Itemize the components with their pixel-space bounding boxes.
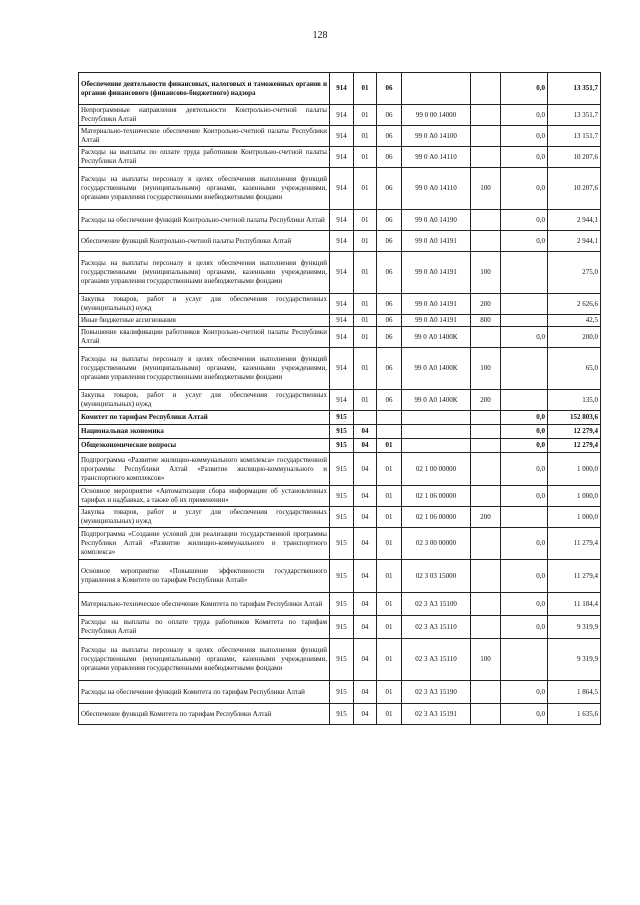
cell-expense-type <box>471 453 501 486</box>
cell-amount-2: 1 000,0 <box>548 453 601 486</box>
cell-amount-2: 65,0 <box>548 348 601 390</box>
cell-subsection-code: 01 <box>377 639 402 681</box>
cell-target-article: 02 1 00 00000 <box>402 453 471 486</box>
cell-ved-code: 914 <box>330 327 354 348</box>
cell-name: Закупка товаров, работ и услуг для обеспечения государственных (муниципальных) нужд <box>79 507 330 528</box>
cell-ved-code: 914 <box>330 147 354 168</box>
cell-name: Основное мероприятие «Повышение эффективности государственного управления в Комитете по тарифам Республики Алтай» <box>79 560 330 593</box>
cell-amount-2: 11 184,4 <box>548 593 601 616</box>
cell-ved-code: 914 <box>330 126 354 147</box>
cell-subsection-code: 06 <box>377 210 402 231</box>
cell-section-code: 04 <box>354 639 377 681</box>
cell-section-code: 01 <box>354 390 377 411</box>
cell-amount-2: 2 944,1 <box>548 210 601 231</box>
page-number: 128 <box>312 30 328 41</box>
cell-name: Подпрограмма «Развитие жилищно-коммунального комплекса» государственной программы Республики Алтай «Развитие жилищно-коммунального и транспортного комплексов» <box>79 453 330 486</box>
cell-name: Материально-техническое обеспечение Контрольно-счетной палаты Республики Алтай <box>79 126 330 147</box>
cell-ved-code: 915 <box>330 704 354 725</box>
cell-amount-2: 13 351,7 <box>548 105 601 126</box>
cell-subsection-code: 06 <box>377 327 402 348</box>
cell-ved-code: 914 <box>330 210 354 231</box>
cell-ved-code: 915 <box>330 639 354 681</box>
cell-name: Обеспечение деятельности финансовых, налоговых и таможенных органов и органов финансового (финансово-бюджетного) надзора <box>79 73 330 105</box>
table-row <box>79 593 601 616</box>
cell-subsection-code: 06 <box>377 315 402 327</box>
cell-target-article: 02 3 А3 15110 <box>402 616 471 639</box>
cell-ved-code: 914 <box>330 231 354 252</box>
cell-subsection-code: 01 <box>377 704 402 725</box>
cell-expense-type <box>471 210 501 231</box>
cell-ved-code: 915 <box>330 593 354 616</box>
cell-expense-type: 800 <box>471 315 501 327</box>
cell-target-article: 99 0 А0 1400К <box>402 348 471 390</box>
cell-amount-2: 9 319,9 <box>548 639 601 681</box>
cell-amount-1: 0,0 <box>501 105 548 126</box>
cell-target-article: 99 0 00 14000 <box>402 105 471 126</box>
cell-amount-1 <box>501 390 548 411</box>
cell-expense-type <box>471 528 501 560</box>
cell-section-code: 04 <box>354 616 377 639</box>
cell-amount-1: 0,0 <box>501 439 548 453</box>
table-row <box>79 639 601 681</box>
table-row <box>79 348 601 390</box>
cell-amount-1 <box>501 348 548 390</box>
cell-amount-1: 0,0 <box>501 425 548 439</box>
cell-name: Закупка товаров, работ и услуг для обеспечения государственных (муниципальных) нужд <box>79 294 330 315</box>
cell-target-article: 02 3 А3 15110 <box>402 639 471 681</box>
cell-target-article: 99 0 А0 14100 <box>402 126 471 147</box>
cell-subsection-code: 06 <box>377 348 402 390</box>
cell-subsection-code: 06 <box>377 231 402 252</box>
cell-amount-1: 0,0 <box>501 168 548 210</box>
cell-subsection-code: 01 <box>377 439 402 453</box>
cell-name: Комитет по тарифам Республики Алтай <box>79 411 330 425</box>
cell-expense-type: 100 <box>471 348 501 390</box>
cell-subsection-code: 01 <box>377 528 402 560</box>
table-row <box>79 681 601 704</box>
cell-ved-code: 915 <box>330 681 354 704</box>
cell-amount-2: 1 864,5 <box>548 681 601 704</box>
cell-expense-type <box>471 147 501 168</box>
cell-ved-code: 915 <box>330 528 354 560</box>
cell-ved-code: 914 <box>330 294 354 315</box>
cell-section-code: 04 <box>354 528 377 560</box>
cell-name: Национальная экономика <box>79 425 330 439</box>
cell-amount-1: 0,0 <box>501 593 548 616</box>
cell-expense-type <box>471 105 501 126</box>
table-row <box>79 528 601 560</box>
cell-name: Основное мероприятие «Автоматизация сбора информации об установленных тарифах и надбавках, а также об их применении» <box>79 486 330 507</box>
cell-amount-1: 0,0 <box>501 231 548 252</box>
cell-name: Закупка товаров, работ и услуг для обеспечения государственных (муниципальных) нужд <box>79 390 330 411</box>
cell-ved-code: 915 <box>330 439 354 453</box>
cell-expense-type: 100 <box>471 639 501 681</box>
cell-target-article: 02 3 00 00000 <box>402 528 471 560</box>
cell-ved-code: 915 <box>330 507 354 528</box>
cell-section-code <box>354 411 377 425</box>
cell-amount-2: 11 279,4 <box>548 560 601 593</box>
cell-expense-type: 100 <box>471 168 501 210</box>
table-row <box>79 252 601 294</box>
table-row <box>79 210 601 231</box>
table-row <box>79 105 601 126</box>
cell-subsection-code: 01 <box>377 486 402 507</box>
cell-expense-type: 200 <box>471 507 501 528</box>
cell-ved-code: 914 <box>330 315 354 327</box>
cell-section-code: 01 <box>354 105 377 126</box>
cell-amount-2: 12 279,4 <box>548 439 601 453</box>
cell-subsection-code: 06 <box>377 105 402 126</box>
table-row <box>79 425 601 439</box>
cell-target-article <box>402 425 471 439</box>
cell-amount-1: 0,0 <box>501 704 548 725</box>
table-row <box>79 327 601 348</box>
cell-subsection-code: 06 <box>377 390 402 411</box>
cell-section-code: 01 <box>354 210 377 231</box>
cell-subsection-code: 01 <box>377 593 402 616</box>
cell-amount-1: 0,0 <box>501 486 548 507</box>
cell-ved-code: 915 <box>330 411 354 425</box>
cell-amount-1: 0,0 <box>501 616 548 639</box>
cell-target-article: 99 0 А0 14110 <box>402 168 471 210</box>
cell-target-article: 99 0 А0 14191 <box>402 315 471 327</box>
cell-name: Расходы на обеспечение функций Комитета по тарифам Республики Алтай <box>79 681 330 704</box>
cell-name: Расходы на выплаты персоналу в целях обеспечения выполнения функций государственными (муниципальными) органами, казенными учреждениями, органами управления государственными внебюджетными фондами <box>79 252 330 294</box>
table-row <box>79 168 601 210</box>
cell-ved-code: 915 <box>330 616 354 639</box>
cell-amount-1: 0,0 <box>501 681 548 704</box>
budget-table <box>78 72 601 725</box>
cell-amount-1 <box>501 252 548 294</box>
cell-expense-type <box>471 486 501 507</box>
cell-amount-1: 0,0 <box>501 411 548 425</box>
cell-amount-1 <box>501 294 548 315</box>
cell-expense-type <box>471 231 501 252</box>
cell-amount-2: 152 803,6 <box>548 411 601 425</box>
cell-target-article: 99 0 А0 1400К <box>402 390 471 411</box>
cell-section-code: 01 <box>354 252 377 294</box>
cell-name: Общеэкономические вопросы <box>79 439 330 453</box>
cell-name: Расходы на обеспечение функций Контрольно-счетной палаты Республики Алтай <box>79 210 330 231</box>
table-row <box>79 704 601 725</box>
cell-amount-2: 275,0 <box>548 252 601 294</box>
table-row <box>79 390 601 411</box>
cell-amount-1 <box>501 315 548 327</box>
cell-amount-1: 0,0 <box>501 453 548 486</box>
cell-target-article: 02 1 06 00000 <box>402 486 471 507</box>
cell-amount-2: 42,5 <box>548 315 601 327</box>
cell-expense-type <box>471 439 501 453</box>
cell-expense-type <box>471 704 501 725</box>
cell-subsection-code <box>377 425 402 439</box>
cell-name: Расходы на выплаты персоналу в целях обеспечения выполнения функций государственными (муниципальными) органами, казенными учреждениями, органами управления государственными внебюджетными фондами <box>79 639 330 681</box>
cell-amount-2: 13 351,7 <box>548 73 601 105</box>
table-row <box>79 560 601 593</box>
cell-name: Обеспечение функций Комитета по тарифам Республики Алтай <box>79 704 330 725</box>
cell-name: Подпрограмма «Создание условий для реализации государственной программы Республики Алтай «Развитие жилищно-коммунального и транспортного комплекса» <box>79 528 330 560</box>
cell-amount-2: 9 319,9 <box>548 616 601 639</box>
cell-expense-type: 200 <box>471 390 501 411</box>
cell-subsection-code: 06 <box>377 126 402 147</box>
cell-name: Расходы на выплаты по оплате труда работников Контрольно-счетной палаты Республики Алтай <box>79 147 330 168</box>
cell-amount-1 <box>501 507 548 528</box>
cell-target-article: 99 0 А0 14191 <box>402 231 471 252</box>
cell-expense-type <box>471 560 501 593</box>
table-row <box>79 616 601 639</box>
cell-target-article: 99 0 А0 14191 <box>402 294 471 315</box>
cell-subsection-code: 01 <box>377 453 402 486</box>
cell-section-code: 04 <box>354 486 377 507</box>
cell-name: Расходы на выплаты персоналу в целях обеспечения выполнения функций государственными (муниципальными) органами, казенными учреждениями, органами управления государственными внебюджетными фондами <box>79 168 330 210</box>
cell-ved-code: 914 <box>330 348 354 390</box>
cell-section-code: 04 <box>354 560 377 593</box>
cell-name: Непрограммные направления деятельности Контрольно-счетной палаты Республики Алтай <box>79 105 330 126</box>
cell-ved-code: 915 <box>330 453 354 486</box>
cell-target-article <box>402 73 471 105</box>
table-row <box>79 453 601 486</box>
cell-amount-1: 0,0 <box>501 528 548 560</box>
cell-subsection-code: 01 <box>377 681 402 704</box>
cell-section-code: 01 <box>354 348 377 390</box>
table-row <box>79 126 601 147</box>
cell-section-code: 01 <box>354 231 377 252</box>
cell-name: Расходы на выплаты персоналу в целях обеспечения выполнения функций государственными (муниципальными) органами, казенными учреждениями, органами управления государственными внебюджетными фондами <box>79 348 330 390</box>
cell-target-article: 02 1 06 00000 <box>402 507 471 528</box>
cell-amount-2: 2 626,6 <box>548 294 601 315</box>
cell-amount-1: 0,0 <box>501 73 548 105</box>
cell-section-code: 01 <box>354 168 377 210</box>
cell-target-article: 99 0 А0 1400К <box>402 327 471 348</box>
cell-section-code: 04 <box>354 704 377 725</box>
table-row <box>79 294 601 315</box>
cell-section-code: 04 <box>354 439 377 453</box>
cell-amount-2: 11 279,4 <box>548 528 601 560</box>
cell-target-article <box>402 411 471 425</box>
cell-expense-type: 200 <box>471 294 501 315</box>
cell-ved-code: 914 <box>330 73 354 105</box>
cell-section-code: 01 <box>354 294 377 315</box>
cell-expense-type: 100 <box>471 252 501 294</box>
cell-ved-code: 915 <box>330 560 354 593</box>
cell-name: Обеспечение функций Контрольно-счетной палаты Республики Алтай <box>79 231 330 252</box>
cell-amount-2: 1 635,6 <box>548 704 601 725</box>
cell-name: Расходы на выплаты по оплате труда работников Комитета по тарифам Республики Алтай <box>79 616 330 639</box>
cell-target-article: 02 3 А3 15191 <box>402 704 471 725</box>
table-row <box>79 439 601 453</box>
table-row <box>79 315 601 327</box>
cell-amount-1: 0,0 <box>501 126 548 147</box>
cell-subsection-code: 06 <box>377 252 402 294</box>
cell-amount-2: 200,0 <box>548 327 601 348</box>
cell-ved-code: 914 <box>330 168 354 210</box>
table-row <box>79 507 601 528</box>
cell-ved-code: 914 <box>330 105 354 126</box>
cell-target-article: 99 0 А0 14191 <box>402 252 471 294</box>
cell-amount-2: 10 207,6 <box>548 147 601 168</box>
cell-target-article: 99 0 А0 14190 <box>402 210 471 231</box>
cell-expense-type <box>471 616 501 639</box>
cell-amount-2: 1 000,0 <box>548 486 601 507</box>
cell-section-code: 04 <box>354 453 377 486</box>
cell-ved-code: 914 <box>330 390 354 411</box>
cell-target-article: 02 3 А3 15100 <box>402 593 471 616</box>
table-row <box>79 231 601 252</box>
cell-name: Материально-техническое обеспечение Комитета по тарифам Республики Алтай <box>79 593 330 616</box>
cell-target-article: 02 3 03 15000 <box>402 560 471 593</box>
table-row <box>79 486 601 507</box>
cell-subsection-code: 01 <box>377 507 402 528</box>
cell-expense-type <box>471 126 501 147</box>
cell-expense-type <box>471 425 501 439</box>
cell-amount-2: 1 000,0 <box>548 507 601 528</box>
cell-amount-1: 0,0 <box>501 147 548 168</box>
cell-section-code: 01 <box>354 73 377 105</box>
cell-expense-type <box>471 411 501 425</box>
cell-target-article <box>402 439 471 453</box>
cell-name: Иные бюджетные ассигнования <box>79 315 330 327</box>
cell-target-article: 02 3 А3 15190 <box>402 681 471 704</box>
cell-subsection-code: 01 <box>377 616 402 639</box>
cell-subsection-code <box>377 411 402 425</box>
cell-amount-1 <box>501 639 548 681</box>
cell-section-code: 04 <box>354 507 377 528</box>
cell-target-article: 99 0 А0 14110 <box>402 147 471 168</box>
cell-section-code: 04 <box>354 593 377 616</box>
cell-section-code: 04 <box>354 425 377 439</box>
cell-expense-type <box>471 327 501 348</box>
table-row <box>79 147 601 168</box>
cell-section-code: 01 <box>354 327 377 348</box>
cell-amount-1: 0,0 <box>501 327 548 348</box>
cell-section-code: 01 <box>354 315 377 327</box>
cell-subsection-code: 06 <box>377 147 402 168</box>
cell-amount-2: 10 207,6 <box>548 168 601 210</box>
cell-ved-code: 915 <box>330 425 354 439</box>
cell-section-code: 04 <box>354 681 377 704</box>
cell-amount-1: 0,0 <box>501 210 548 231</box>
cell-amount-2: 135,0 <box>548 390 601 411</box>
cell-section-code: 01 <box>354 126 377 147</box>
cell-ved-code: 915 <box>330 486 354 507</box>
cell-subsection-code: 06 <box>377 168 402 210</box>
cell-amount-1: 0,0 <box>501 560 548 593</box>
budget-table-body <box>79 73 601 725</box>
table-row <box>79 73 601 105</box>
cell-amount-2: 12 279,4 <box>548 425 601 439</box>
cell-ved-code: 914 <box>330 252 354 294</box>
cell-subsection-code: 06 <box>377 73 402 105</box>
cell-amount-2: 13 151,7 <box>548 126 601 147</box>
cell-name: Повышение квалификации работников Контрольно-счетной палаты Республики Алтай <box>79 327 330 348</box>
cell-expense-type <box>471 593 501 616</box>
cell-amount-2: 2 944,1 <box>548 231 601 252</box>
cell-subsection-code: 01 <box>377 560 402 593</box>
cell-subsection-code: 06 <box>377 294 402 315</box>
cell-expense-type <box>471 73 501 105</box>
table-row <box>79 411 601 425</box>
cell-section-code: 01 <box>354 147 377 168</box>
cell-expense-type <box>471 681 501 704</box>
